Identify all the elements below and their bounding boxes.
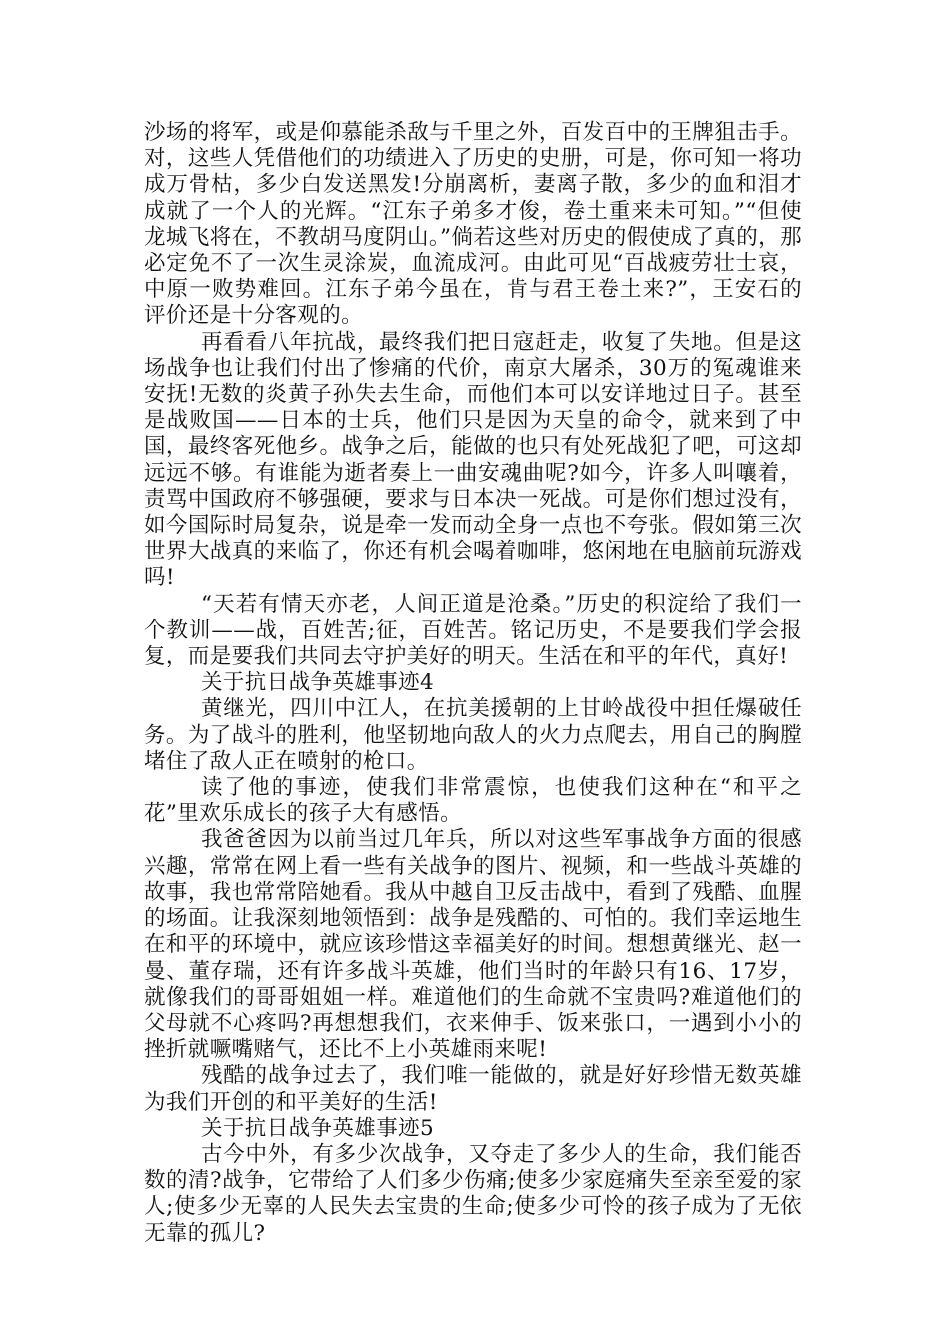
paragraph: 沙场的将军，或是仰慕能杀敌与千里之外，百发百中的王牌狙击手。对，这些人凭借他们的功绩进入了历史的史册，可是，你可知一将功成万骨枯，多少白发送黑发!分崩离析，妻离子散，多少的血和泪才成就了一个人的光辉。“江东子弟多才俊，卷土重来未可知。”“但使龙城飞将在，不教胡马度阴山。”倘若这些对历史的假使成了真的，那必定免不了一次生灵涂炭，血流成河。由此可见“百战疲劳壮士哀，中原一败势难回。江东子弟今虽在，肯与君王卷土来?”，王安石的评价还是十分客观的。 bbox=[144, 120, 802, 329]
paragraph: 黄继光，四川中江人，在抗美援朝的上甘岭战役中担任爆破任务。为了战斗的胜利，他坚韧地向敌人的火力点爬去，用自己的胸膛堵住了敌人正在喷射的枪口。 bbox=[144, 696, 802, 774]
paragraph: 我爸爸因为以前当过几年兵，所以对这些军事战争方面的很感兴趣，常常在网上看一些有关战争的图片、视频，和一些战斗英雄的故事，我也常常陪她看。我从中越自卫反击战中，看到了残酷、血腥的场面。让我深刻地领悟到：战争是残酷的、可怕的。我们幸运地生在和平的环境中，就应该珍惜这幸福美好的时间。想想黄继光、赵一曼、董存瑞，还有许多战斗英雄，他们当时的年龄只有16、17岁，就像我们的哥哥姐姐一样。难道他们的生命就不宝贵吗?难道他们的父母就不心疼吗?再想想我们，衣来伸手、饭来张口，一遇到小小的挫折就噘嘴赌气，还比不上小英雄雨来呢! bbox=[144, 827, 802, 1063]
document-page bbox=[144, 120, 802, 1247]
paragraph: 读了他的事迹，使我们非常震惊，也使我们这种在“和平之花”里欢乐成长的孩子大有感悟。 bbox=[144, 775, 802, 827]
section-heading: 关于抗日战争英雄事迹4 bbox=[201, 670, 435, 696]
paragraph: “天若有情天亦老，人间正道是沧桑。”历史的积淀给了我们一个教训——战，百姓苦;征，百姓苦。铭记历史，不是要我们学会报复，而是要我们共同去守护美好的明天。生活在和平的年代，真好! bbox=[144, 591, 802, 670]
paragraph: 再看看八年抗战，最终我们把日寇赶走，收复了失地。但是这场战争也让我们付出了惨痛的代价，南京大屠杀，30万的冤魂谁来安抚!无数的炎黄子孙失去生命，而他们本可以安详地过日子。甚至是战败国——日本的士兵，他们只是因为天皇的命令，就来到了中国，最终客死他乡。战争之后，能做的也只有处死战犯了吧，可这却远远不够。有谁能为逝者奏上一曲安魂曲呢?如今，许多人叫嚷着，责骂中国政府不够强硬，要求与日本决一死战。可是你们想过没有，如今国际时局复杂，说是牵一发而动全身一点也不夸张。假如第三次世界大战真的来临了，你还有机会喝着咖啡，悠闲地在电脑前玩游戏吗! bbox=[144, 329, 802, 591]
paragraph: 古今中外，有多少次战争，又夺走了多少人的生命，我们能否数的清?战争，它带给了人们多少伤痛;使多少家庭痛失至亲至爱的家人;使多少无辜的人民失去宝贵的生命;使多少可怜的孩子成为了无依无靠的孤儿? bbox=[144, 1141, 802, 1246]
section-heading: 关于抗日战争英雄事迹5 bbox=[201, 1115, 435, 1141]
paragraph: 残酷的战争过去了，我们唯一能做的，就是好好珍惜无数英雄为我们开创的和平美好的生活! bbox=[144, 1063, 802, 1115]
